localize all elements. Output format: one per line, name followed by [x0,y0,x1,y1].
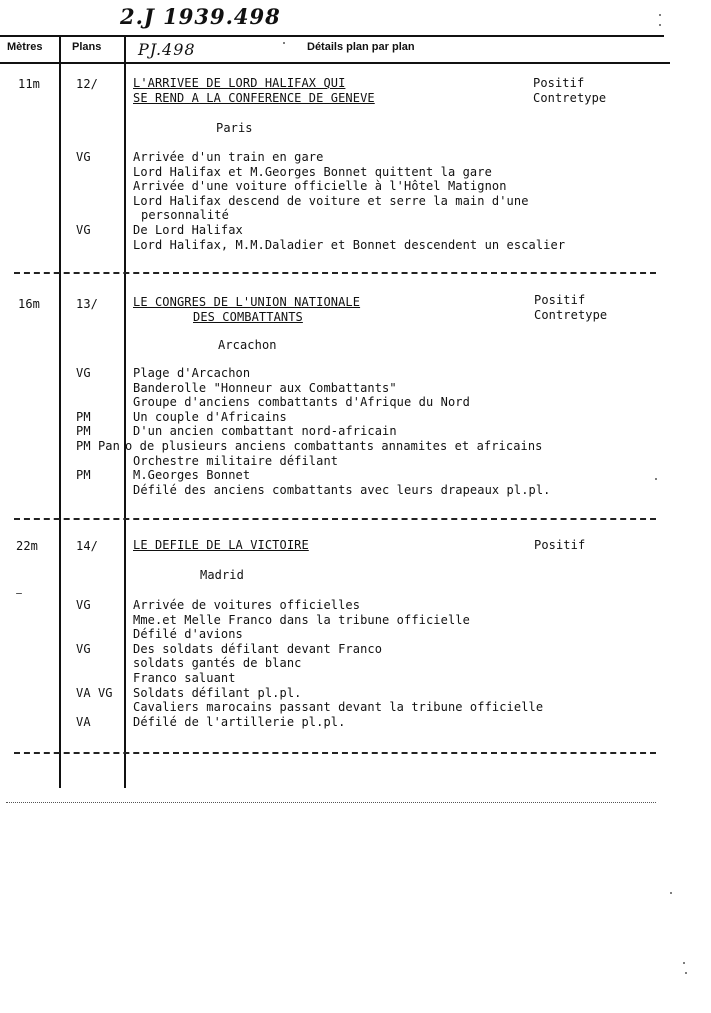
status-line: Positif [534,293,586,307]
status-line: Contretype [534,307,608,322]
shot-plan: PM [76,468,91,483]
shot-description: Des soldats défilant devant Franco [133,641,383,656]
shot-plan [76,454,120,469]
shot-plan [76,165,91,180]
shot-description: Lord Halifax et M.Georges Bonnet quittent la gare [133,164,492,179]
shot-plan: VG [76,222,91,237]
shot-plan: VA VG [76,685,113,700]
location: Arcachon [218,338,277,352]
title-line: SE REND A LA CONFERENCE DE GENEVE [133,90,375,105]
status-line: Positif [534,538,586,552]
column-divider-right [124,35,126,788]
shot-description: Cavaliers marocains passant devant la tribune officielle [133,700,544,715]
column-divider-left [59,35,61,788]
section-title [133,76,375,105]
shot-description: Soldats défilant pl.pl. [133,685,302,700]
location: Paris [216,121,253,135]
shot-plan: VA [76,714,91,729]
shot-description: Orchestre militaire défilant [133,453,339,468]
shot-description: Défilé de l'artillerie pl.pl. [133,714,346,729]
shot-plan [76,627,113,642]
shot-description: Arrivée d'un train en gare [133,150,324,164]
shot-descriptions [133,150,565,252]
shot-plan [76,613,113,628]
handwritten-plan-reference: PJ.498 [138,40,196,59]
scan-speck [685,972,687,974]
shot-description: Groupe d'anciens combattants d'Afrique du Nord [133,395,470,410]
film-status [534,293,607,322]
shot-description: M.Georges Bonnet [133,468,251,483]
shot-plan [76,381,120,396]
metres-value: 11m [18,77,40,91]
shot-plan [76,656,113,671]
shot-plans [76,598,113,729]
shot-plans [76,150,91,252]
shot-plan [76,671,113,686]
section-title [133,538,309,553]
shot-plan: VG [76,598,91,612]
shot-plan: VG [76,150,91,164]
scan-speck [683,962,685,964]
shot-plan: PM Pan [76,438,120,453]
shot-description: Défilé d'avions [133,627,243,642]
metres-value: 16m [18,297,40,311]
shot-plan [76,700,113,715]
column-header-plans: Plans [72,41,102,53]
shot-description: Arrivée d'une voiture officielle à l'Hôtel Matignon [133,179,507,194]
shot-plan [76,179,91,194]
header-top-rule [0,35,664,37]
shot-plan: VG [76,641,91,656]
header-bottom-rule [0,62,670,64]
location: Madrid [200,568,244,582]
shot-plan [76,483,120,498]
section-divider [14,518,656,520]
shot-description: personnalité [141,208,229,223]
scan-speck [283,42,285,44]
shot-descriptions [125,366,551,497]
shot-description: Banderolle "Honneur aux Combattants" [133,380,397,395]
plan-number: 13/ [76,297,98,311]
shot-plan: VG [76,366,91,380]
shot-description: Mme.et Melle Franco dans la tribune officielle [133,612,470,627]
column-header-details: Détails plan par plan [307,41,415,53]
shot-plan [76,395,120,410]
title-line: L'ARRIVEE DE LORD HALIFAX QUI [133,76,346,90]
shot-plan [76,208,91,223]
shot-description: o de plusieurs anciens combattants annamites et africains [125,438,543,453]
scan-speck [655,478,657,480]
status-line: Contretype [533,90,607,105]
shot-plan [76,238,91,253]
shot-description: De Lord Halifax [133,222,243,237]
status-line: Positif [533,76,585,90]
shot-plan: PM [76,424,91,439]
section-divider [14,752,656,754]
plan-number: 12/ [76,77,98,91]
scan-speck [16,593,22,594]
title-line: LE CONGRES DE L'UNION NATIONALE [133,295,361,309]
shot-description: Défilé des anciens combattants avec leurs drapeaux pl.pl. [133,482,551,497]
film-status [533,76,606,105]
plan-number: 14/ [76,539,98,553]
bottom-dotted-rule [6,802,656,803]
shot-description: Lord Halifax, M.M.Daladier et Bonnet descendent un escalier [133,237,566,252]
shot-description: Lord Halifax descend de voiture et serre la main d'une [133,193,529,208]
shot-plans [76,366,120,497]
title-line: DES COMBATTANTS [193,309,303,324]
section-title [133,295,360,324]
film-status [534,538,585,553]
shot-description: D'un ancien combattant nord-africain [133,424,397,439]
handwritten-reference: 2.J 1939.498 [120,4,281,29]
scan-speck [670,892,672,894]
scan-speck [659,14,661,16]
shot-plan [76,194,91,209]
shot-description: Arrivée de voitures officielles [133,598,361,612]
shot-description: Plage d'Arcachon [133,366,251,380]
title-line: LE DEFILE DE LA VICTOIRE [133,538,309,552]
shot-description: Franco saluant [133,670,236,685]
metres-value: 22m [16,539,38,553]
section-divider [14,272,656,274]
scan-speck [659,24,661,26]
column-header-metres: Mètres [7,41,43,53]
shot-description: Un couple d'Africains [133,409,287,424]
shot-plan: PM [76,409,91,424]
shot-description: soldats gantés de blanc [133,656,302,671]
shot-descriptions [133,598,543,729]
